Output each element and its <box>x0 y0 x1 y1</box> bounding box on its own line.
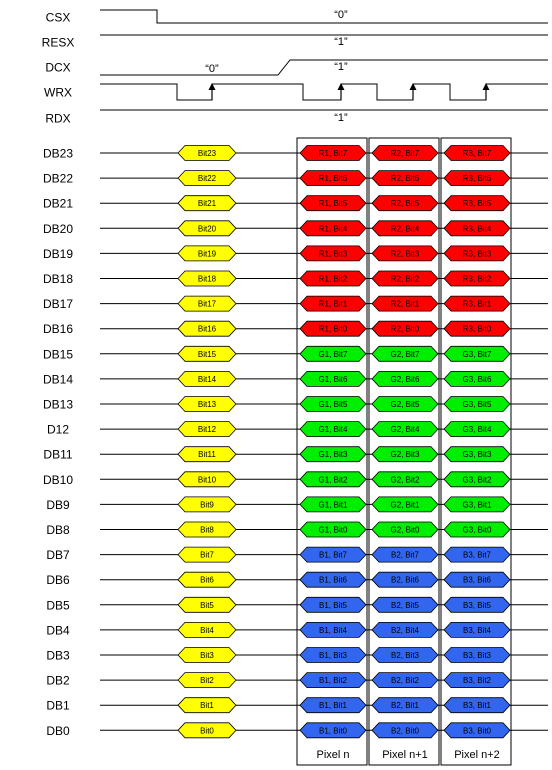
pixel-n2-cell <box>444 221 510 236</box>
pixel-n2-cell <box>444 447 510 462</box>
bit-cell-text: G2, Bit1 <box>390 500 420 510</box>
data-line-row <box>43 397 548 412</box>
data-line-label <box>43 347 73 361</box>
bit-cell-yellow <box>178 146 236 161</box>
bit-cell-yellow <box>178 371 236 386</box>
bit-cell-text: R1, Bit3 <box>318 249 348 259</box>
pixel-n2-cell <box>444 146 510 161</box>
data-line-label <box>46 623 70 637</box>
bit-cell-text: Bit11 <box>198 450 216 460</box>
bit-cell-text: B2, Bit1 <box>390 701 420 711</box>
signal-resx <box>42 36 75 50</box>
pixel-n2-cell <box>444 196 510 211</box>
pixel-n-cell <box>300 648 366 663</box>
pixel-n1-cell <box>372 622 438 637</box>
data-line-row <box>43 171 548 186</box>
data-line-row <box>43 221 548 236</box>
bit-cell-text: B2, Bit0 <box>390 726 420 736</box>
bit-cell-text: B2, Bit3 <box>390 651 420 660</box>
bit-cell-text: R2, Bit0 <box>390 324 420 334</box>
signal-label-text: DB6 <box>46 573 70 588</box>
bit-cell-text: B1, Bit7 <box>318 550 348 560</box>
pixel-n-cell <box>300 397 366 412</box>
bit-cell-text: B2, Bit5 <box>390 600 420 610</box>
bit-cell-text: B1, Bit0 <box>318 726 348 736</box>
data-line-label <box>43 448 72 462</box>
bit-cell-text: R1, Bit2 <box>318 274 348 284</box>
resx-level-label: “1” <box>334 36 348 48</box>
pixel-n1-cell <box>372 648 438 663</box>
bit-cell-text: Bit4 <box>200 625 214 635</box>
data-line-label <box>43 197 73 211</box>
bit-cell-yellow <box>178 673 236 688</box>
bit-cell-yellow <box>178 321 236 336</box>
bit-cell-text: G3, Bit6 <box>462 374 492 384</box>
bit-cell-text: Bit0 <box>200 726 214 736</box>
data-line-label <box>43 247 73 261</box>
bit-cell-text: R3, Bit4 <box>462 224 492 234</box>
pixel-n2-cell <box>444 622 510 637</box>
bit-cell-text: Bit12 <box>197 425 217 435</box>
bit-cell-text: R2, Bit3 <box>390 249 420 259</box>
pixel-n2-cell <box>444 321 510 336</box>
bit-cell-text: G3, Bit4 <box>462 425 492 435</box>
data-line-row <box>43 296 548 311</box>
pixel-n1-cell <box>372 547 438 562</box>
bit-cell-yellow <box>178 346 236 361</box>
pixel-n1-cell <box>372 447 438 462</box>
pixel-n1-cell <box>372 673 438 688</box>
pixel-n1-cell <box>372 146 438 161</box>
bit-cell-text: Bit18 <box>197 274 217 284</box>
bit-cell-text: B2, Bit2 <box>390 676 420 686</box>
pixel-n2-cell <box>444 397 510 412</box>
pixel-label: Pixel n+1 <box>382 749 428 761</box>
pixel-n-cell <box>300 547 366 562</box>
data-line-label <box>43 398 73 412</box>
bit-cell-text: G1, Bit7 <box>318 349 348 359</box>
data-line-label <box>47 423 69 437</box>
bit-cell-text: Bit22 <box>197 174 217 184</box>
bit-cell-yellow <box>178 196 236 211</box>
bit-cell-text: G2, Bit0 <box>390 525 420 535</box>
bit-cell-text: B1, Bit2 <box>318 676 348 686</box>
signal-label-text: DB11 <box>43 447 73 462</box>
pixel-n-cell <box>300 723 366 738</box>
bit-cell-text: G1, Bit6 <box>318 374 348 384</box>
signal-label-text: RESX <box>41 35 75 50</box>
bit-cell-text: G3, Bit7 <box>462 349 492 359</box>
bit-cell-text: B1, Bit5 <box>318 600 348 610</box>
bit-cell-text: G1, Bit5 <box>318 400 348 409</box>
bit-cell-yellow <box>178 497 236 512</box>
pixel-n-cell <box>300 622 366 637</box>
dcx-level-label-high: “1” <box>334 61 348 73</box>
bit-cell-text: B3, Bit2 <box>462 676 492 686</box>
pixel-n-cell <box>300 221 366 236</box>
bit-cell-text: G2, Bit4 <box>390 425 420 435</box>
signal-label-text: DB10 <box>42 472 74 487</box>
data-line-label <box>46 548 70 562</box>
data-line-label <box>43 473 73 487</box>
bit-cell-text: B2, Bit6 <box>390 575 420 585</box>
data-bus-lines <box>43 146 548 738</box>
signal-label-text: DB18 <box>42 272 74 286</box>
bit-cell-text: R2, Bit5 <box>390 199 420 209</box>
bit-cell-text: R3, Bit6 <box>462 174 492 184</box>
bit-cell-text: G1, Bit3 <box>318 450 348 460</box>
bit-cell-yellow <box>178 221 236 236</box>
bit-cell-text: Bit14 <box>197 374 217 384</box>
signal-label-text: DB0 <box>46 723 70 738</box>
bit-cell-yellow <box>178 246 236 261</box>
signal-label-text: DB7 <box>46 548 70 563</box>
bit-cell-text: R3, Bit5 <box>462 199 492 209</box>
bit-cell-text: R1, Bit4 <box>318 224 348 234</box>
bit-cell-yellow <box>178 296 236 311</box>
bit-cell-text: G2, Bit3 <box>390 450 420 460</box>
bit-cell-text: R2, Bit7 <box>390 149 420 158</box>
bit-cell-text: G2, Bit2 <box>390 475 420 485</box>
pixel-n-cell <box>300 271 366 286</box>
pixel-n1-cell <box>372 497 438 512</box>
wrx-rising-edge-arrow <box>338 83 345 100</box>
signal-label-text: RDX <box>45 111 71 126</box>
data-line-label <box>46 649 70 663</box>
bit-cell-text: B1, Bit3 <box>318 651 348 660</box>
signal-label-text: DB1 <box>46 698 70 713</box>
bit-cell-text: B1, Bit4 <box>318 625 348 635</box>
bit-cell-text: Bit10 <box>197 475 217 485</box>
bit-cell-text: B3, Bit4 <box>462 625 492 635</box>
bit-cell-text: B3, Bit3 <box>462 651 492 660</box>
bit-cell-text: G2, Bit7 <box>390 349 420 359</box>
bit-cell-text: Bit19 <box>197 249 217 259</box>
bit-cell-text: B3, Bit5 <box>462 600 492 610</box>
signal-label-text: DB5 <box>46 598 70 613</box>
bit-cell-text: Bit23 <box>197 149 217 158</box>
data-line-row <box>43 246 548 261</box>
bit-cell-text: R3, Bit0 <box>462 324 492 334</box>
bit-cell-yellow <box>178 522 236 537</box>
pixel-n1-cell <box>372 723 438 738</box>
wrx-rising-edge-arrow <box>209 83 216 100</box>
wrx-waveform <box>100 84 548 100</box>
pixel-n2-cell <box>444 472 510 487</box>
bit-cell-text: G3, Bit5 <box>462 400 492 409</box>
pixel-n2-cell <box>444 673 510 688</box>
bit-cell-text: G1, Bit1 <box>318 500 348 510</box>
pixel-n-cell <box>300 346 366 361</box>
pixel-n2-cell <box>444 497 510 512</box>
signal-label-text: WRX <box>44 85 72 100</box>
bit-cell-yellow <box>178 271 236 286</box>
data-line-label <box>46 724 70 738</box>
pixel-n1-cell <box>372 397 438 412</box>
pixel-n2-cell <box>444 171 510 186</box>
data-line-label <box>46 573 70 587</box>
bit-cell-text: Bit2 <box>200 676 214 686</box>
pixel-n-cell <box>300 673 366 688</box>
bit-cell-text: B3, Bit0 <box>462 726 492 736</box>
wrx-rising-edge-arrow <box>483 83 490 100</box>
bit-cell-yellow <box>178 622 236 637</box>
bit-cell-yellow <box>178 171 236 186</box>
data-line-row <box>43 472 548 487</box>
data-line-label <box>46 699 70 713</box>
bit-cell-text: B3, Bit7 <box>462 550 492 560</box>
signal-label-text: DB8 <box>46 523 70 537</box>
bit-cell-text: B1, Bit6 <box>318 575 348 585</box>
bit-cell-text: Bit5 <box>200 600 214 610</box>
signal-rdx <box>45 112 70 126</box>
bit-cell-text: Bit6 <box>200 575 214 585</box>
pixel-n2-cell <box>444 547 510 562</box>
pixel-n1-cell <box>372 522 438 537</box>
bit-cell-text: R2, Bit1 <box>390 299 420 309</box>
pixel-n2-cell <box>444 296 510 311</box>
bit-cell-text: Bit9 <box>200 500 214 510</box>
pixel-n1-cell <box>372 196 438 211</box>
bit-cell-text: R2, Bit6 <box>390 174 420 184</box>
pixel-n2-cell <box>444 271 510 286</box>
bit-cell-text: Bit16 <box>197 324 217 334</box>
bit-cell-text: G2, Bit5 <box>390 400 420 409</box>
data-line-label <box>43 147 73 161</box>
signal-label-text: DB4 <box>46 623 70 638</box>
pixel-n1-cell <box>372 296 438 311</box>
data-line-row <box>43 146 548 161</box>
rdx-level-label: “1” <box>334 112 348 124</box>
bit-cell-text: B2, Bit4 <box>390 625 420 635</box>
signal-label-text: DB20 <box>42 221 74 236</box>
data-line-label <box>43 297 73 311</box>
signal-label-text: DB22 <box>42 171 74 186</box>
bit-cell-text: R2, Bit2 <box>390 274 420 284</box>
pixel-n1-cell <box>372 422 438 437</box>
control-signals <box>42 9 548 126</box>
bit-cell-text: Bit15 <box>197 349 217 359</box>
dcx-waveform <box>100 60 548 75</box>
data-line-row <box>43 271 548 286</box>
signal-label-text: CSX <box>45 10 71 25</box>
pixel-n1-cell <box>372 346 438 361</box>
csx-waveform <box>100 10 548 23</box>
signal-label-text: D12 <box>46 422 70 437</box>
bit-cell-text: G3, Bit3 <box>462 450 492 460</box>
bit-cell-yellow <box>178 648 236 663</box>
bit-cell-text: G3, Bit1 <box>462 500 492 510</box>
pixel-n1-cell <box>372 246 438 261</box>
data-line-label <box>43 222 73 236</box>
pixel-n-cell <box>300 196 366 211</box>
data-line-label <box>46 674 70 688</box>
bit-cell-text: R3, Bit3 <box>462 249 492 259</box>
signal-label-text: DB9 <box>46 497 70 512</box>
pixel-n1-cell <box>372 472 438 487</box>
bit-cell-yellow <box>178 698 236 713</box>
bit-cell-text: R2, Bit4 <box>390 224 420 234</box>
wrx-rising-edge-arrow <box>410 83 417 100</box>
pixel-n1-cell <box>372 371 438 386</box>
bit-cell-text: B3, Bit6 <box>462 575 492 585</box>
signal-label-text: DCX <box>45 60 71 75</box>
pixel-n-cell <box>300 171 366 186</box>
signal-label-text: DB15 <box>42 347 74 362</box>
pixel-n1-cell <box>372 321 438 336</box>
signal-dcx <box>45 61 70 75</box>
bit-cell-text: G2, Bit6 <box>390 374 420 384</box>
pixel-n2-cell <box>444 698 510 713</box>
bit-cell-text: Bit17 <box>197 299 217 309</box>
pixel-n1-cell <box>372 221 438 236</box>
pixel-n1-cell <box>372 171 438 186</box>
data-line-row <box>43 196 548 211</box>
data-line-label <box>43 172 73 186</box>
signal-label-text: DB17 <box>42 297 74 312</box>
bit-cell-text: R1, Bit6 <box>318 174 348 184</box>
pixel-n2-cell <box>444 346 510 361</box>
pixel-n-cell <box>300 522 366 537</box>
csx-level-label: “0” <box>334 9 348 21</box>
pixel-n-cell <box>300 447 366 462</box>
bit-cell-yellow <box>178 397 236 412</box>
bit-cell-yellow <box>178 422 236 437</box>
signal-label-text: DB2 <box>46 673 70 688</box>
pixel-n-cell <box>300 246 366 261</box>
bit-cell-text: B3, Bit1 <box>462 701 492 711</box>
bit-cell-text: R3, Bit7 <box>462 149 492 158</box>
pixel-n1-cell <box>372 572 438 587</box>
pixel-n2-cell <box>444 723 510 738</box>
bit-cell-yellow <box>178 572 236 587</box>
pixel-n-cell <box>300 572 366 587</box>
bit-cell-text: Bit20 <box>197 224 217 234</box>
bit-cell-text: Bit8 <box>200 525 214 535</box>
bit-cell-text: B2, Bit7 <box>390 550 420 560</box>
bit-cell-text: R1, Bit7 <box>318 149 348 158</box>
signal-label-text: DB23 <box>42 146 74 161</box>
bit-cell-text: Bit13 <box>197 400 217 409</box>
dcx-level-label-low: “0” <box>205 63 219 75</box>
pixel-n1-cell <box>372 597 438 612</box>
data-line-row <box>43 321 548 336</box>
bit-cell-text: R1, Bit5 <box>318 199 348 209</box>
bit-cell-text: R3, Bit1 <box>462 299 492 309</box>
bit-cell-text: B1, Bit1 <box>318 701 348 711</box>
pixel-n2-cell <box>444 422 510 437</box>
bit-cell-text: G3, Bit0 <box>462 525 492 535</box>
signal-label-text: DB13 <box>42 397 74 412</box>
signal-label-text: DB16 <box>42 322 74 337</box>
bit-cell-yellow <box>178 597 236 612</box>
pixel-n2-cell <box>444 246 510 261</box>
data-line-label <box>43 272 73 286</box>
data-line-label <box>46 523 70 537</box>
signal-label-text: DB14 <box>42 372 74 387</box>
signal-label-text: DB21 <box>42 196 74 211</box>
bit-cell-yellow <box>178 472 236 487</box>
pixel-n1-cell <box>372 698 438 713</box>
pixel-n-cell <box>300 371 366 386</box>
bit-cell-text: R1, Bit0 <box>318 324 348 334</box>
bit-cell-text: Bit21 <box>197 199 217 209</box>
signal-csx <box>46 11 71 25</box>
data-line-label <box>46 598 70 612</box>
pixel-n-cell <box>300 422 366 437</box>
data-line-label <box>43 322 73 336</box>
pixel-n-cell <box>300 597 366 612</box>
data-line-row <box>43 346 548 361</box>
pixel-n-cell <box>300 698 366 713</box>
pixel-n2-cell <box>444 597 510 612</box>
pixel-n2-cell <box>444 522 510 537</box>
bit-cell-text: R3, Bit2 <box>462 274 492 284</box>
bit-cell-text: Bit1 <box>200 701 214 711</box>
bit-cell-text: R1, Bit1 <box>318 299 348 309</box>
data-line-label <box>43 372 73 386</box>
pixel-n-cell <box>300 472 366 487</box>
pixel-n-cell <box>300 321 366 336</box>
pixel-n-cell <box>300 497 366 512</box>
pixel-labels <box>316 749 499 761</box>
bit-cell-yellow <box>178 447 236 462</box>
pixel-n-cell <box>300 146 366 161</box>
bit-cell-yellow <box>178 547 236 562</box>
pixel-n-cell <box>300 296 366 311</box>
bit-cell-text: G1, Bit2 <box>318 475 348 485</box>
pixel-label: Pixel n+2 <box>454 749 500 761</box>
signal-wrx <box>44 86 72 100</box>
data-line-row <box>43 371 548 386</box>
bit-cell-text: G3, Bit2 <box>462 475 492 485</box>
signal-label-text: DB3 <box>46 648 70 663</box>
pixel-n2-cell <box>444 648 510 663</box>
bit-cell-text: G1, Bit0 <box>318 525 348 535</box>
signal-label-text: DB19 <box>42 246 74 261</box>
data-line-label <box>46 498 70 512</box>
bit-cell-text: Bit3 <box>200 651 214 660</box>
bit-cell-yellow <box>178 723 236 738</box>
pixel-n2-cell <box>444 572 510 587</box>
pixel-label: Pixel n <box>316 749 350 761</box>
bit-cell-text: Bit7 <box>200 550 214 560</box>
data-line-row <box>43 447 548 462</box>
pixel-n2-cell <box>444 371 510 386</box>
pixel-n1-cell <box>372 271 438 286</box>
bit-cell-text: G1, Bit4 <box>318 425 348 435</box>
